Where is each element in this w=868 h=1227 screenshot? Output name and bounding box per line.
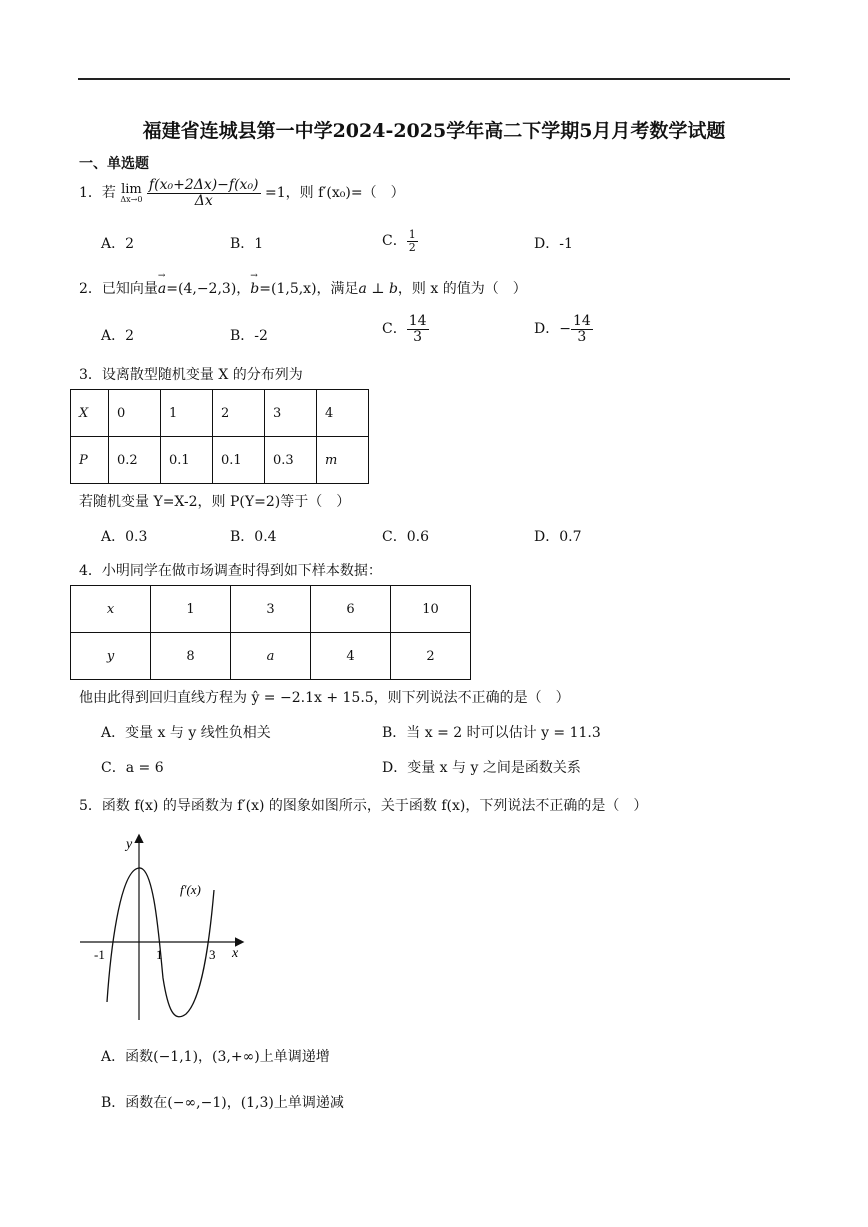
- table-cell: 1: [151, 586, 231, 633]
- q1-option-d[interactable]: D．-1: [534, 236, 573, 252]
- table-cell: P: [71, 437, 109, 484]
- question-1-numerator: f(x₀+2Δx)−f(x₀): [148, 177, 259, 193]
- q3-option-d[interactable]: D．0.7: [534, 529, 582, 545]
- q2-option-c-label: C．: [382, 321, 407, 338]
- q2-option-d-denominator: 3: [577, 328, 587, 345]
- q3-option-a[interactable]: A．0.3: [101, 529, 148, 545]
- page-title: 福建省连城县第一中学2024-2025学年高二下学期5月月考数学试题: [142, 120, 726, 142]
- q4-option-c[interactable]: C．a = 6: [101, 760, 164, 776]
- x-axis-label: x: [232, 946, 239, 961]
- table-cell: 0: [109, 390, 161, 437]
- limit-subscript: Δx→0: [120, 194, 143, 204]
- q4-option-d[interactable]: D．变量 x 与 y 之间是函数关系: [382, 760, 581, 776]
- tick-label-1: 1: [156, 947, 163, 962]
- question-2-stem-end: ，则 x 的值为（ ）: [397, 281, 527, 297]
- question-4-stem: 小明同学在做市场调查时得到如下样本数据：: [101, 563, 382, 579]
- question-1-prefix: 若: [101, 185, 116, 202]
- question-3-number: 3．: [79, 367, 102, 383]
- table-cell: 0.1: [213, 437, 265, 484]
- table-cell: 2: [391, 633, 471, 680]
- question-1-suffix: =1，则 f′(x₀)=（ ）: [264, 185, 405, 202]
- q3-option-c[interactable]: C．0.6: [382, 529, 429, 545]
- table-cell: 4: [317, 390, 369, 437]
- q4-option-b[interactable]: B．当 x = 2 时可以估计 y = 11.3: [382, 725, 601, 741]
- vector-a-value: =(4,−2,3)，: [166, 281, 251, 297]
- table-cell: 0.3: [265, 437, 317, 484]
- question-3: [79, 364, 303, 384]
- q5-option-b[interactable]: B．函数在(−∞,−1)，(1,3)上单调递减: [101, 1095, 344, 1111]
- question-3-followup: 若随机变量 Y=X-2，则 P(Y=2)等于（ ）: [79, 494, 351, 510]
- q1-option-b[interactable]: B．1: [230, 236, 264, 252]
- table-cell: 10: [391, 586, 471, 633]
- q3-option-b[interactable]: B．0.4: [230, 529, 277, 545]
- q2-option-a[interactable]: A．2: [101, 328, 135, 344]
- vector-b: → b: [250, 281, 259, 297]
- header-rule: [78, 78, 790, 80]
- q2-option-b[interactable]: B．-2: [230, 328, 268, 344]
- q1-option-a[interactable]: A．2: [101, 236, 135, 252]
- tick-label-3: 3: [209, 947, 216, 962]
- table-cell: a: [231, 633, 311, 680]
- distribution-table: [70, 389, 369, 484]
- q5-option-a[interactable]: A．函数(−1,1)，(3,+∞)上单调递增: [101, 1049, 330, 1065]
- table-cell: y: [71, 633, 151, 680]
- curve-label: f′(x): [180, 882, 201, 897]
- perpendicular-condition: a ⊥ b: [358, 281, 398, 297]
- q2-option-d[interactable]: [534, 314, 593, 344]
- vector-a: → a: [158, 281, 166, 297]
- q1-option-c[interactable]: [382, 229, 418, 253]
- question-2-number: 2．: [79, 281, 102, 297]
- table-cell: 0.1: [161, 437, 213, 484]
- table-cell: 1: [161, 390, 213, 437]
- table-cell: 0.2: [109, 437, 161, 484]
- limit-word: lim: [121, 181, 142, 197]
- table-cell: 3: [231, 586, 311, 633]
- question-2-stem-start: 已知向量: [101, 281, 158, 297]
- table-cell: x: [71, 586, 151, 633]
- table-row: [71, 633, 471, 680]
- section-heading: 一、单选题: [79, 156, 149, 172]
- table-cell: 6: [311, 586, 391, 633]
- question-4: [79, 560, 382, 580]
- table-cell: 4: [311, 633, 391, 680]
- q1-option-c-denominator: 2: [408, 240, 416, 254]
- q2-option-c-fraction: [407, 314, 429, 344]
- derivative-graph: [76, 828, 252, 1024]
- table-cell: 3: [265, 390, 317, 437]
- table-cell: 2: [213, 390, 265, 437]
- q1-option-c-numerator: 1: [408, 228, 416, 241]
- question-1-fraction: [147, 178, 261, 208]
- q4-option-a[interactable]: A．变量 x 与 y 线性负相关: [101, 725, 271, 741]
- question-4-number: 4．: [79, 563, 102, 579]
- question-4-followup: 他由此得到回归直线方程为 ŷ = −2.1x + 15.5，则下列说法不正确的是（ ）: [79, 690, 570, 706]
- question-2: [79, 278, 527, 298]
- question-1-number: 1．: [79, 185, 102, 202]
- y-axis-label: y: [126, 837, 133, 852]
- q2-option-c-numerator: 14: [408, 313, 427, 329]
- q2-option-d-numerator: 14: [572, 313, 591, 329]
- q2-option-d-label: D．−: [534, 321, 571, 338]
- question-1: [79, 178, 405, 208]
- tick-label-neg1: -1: [94, 947, 105, 962]
- question-1-denominator: Δx: [194, 192, 213, 209]
- question-5-number: 5．: [79, 798, 102, 814]
- table-cell: X: [71, 390, 109, 437]
- q1-option-c-fraction: [407, 229, 418, 253]
- table-row: [71, 390, 369, 437]
- question-3-stem: 设离散型随机变量 X 的分布列为: [101, 367, 303, 383]
- sample-data-table: [70, 585, 471, 680]
- question-5: [79, 795, 647, 815]
- q2-option-d-fraction: [571, 314, 593, 344]
- table-cell: 8: [151, 633, 231, 680]
- table-row: [71, 586, 471, 633]
- q1-option-c-label: C．: [382, 233, 407, 250]
- limit-operator: [120, 183, 142, 204]
- table-cell: m: [317, 437, 369, 484]
- q2-option-c[interactable]: [382, 314, 429, 344]
- vector-b-value: =(1,5,x)，满足: [259, 281, 359, 297]
- question-5-stem: 函数 f(x) 的导函数为 f′(x) 的图象如图所示，关于函数 f(x)，下列说法不正确的是（ ）: [101, 798, 648, 814]
- table-row: [71, 437, 369, 484]
- q2-option-c-denominator: 3: [413, 328, 423, 345]
